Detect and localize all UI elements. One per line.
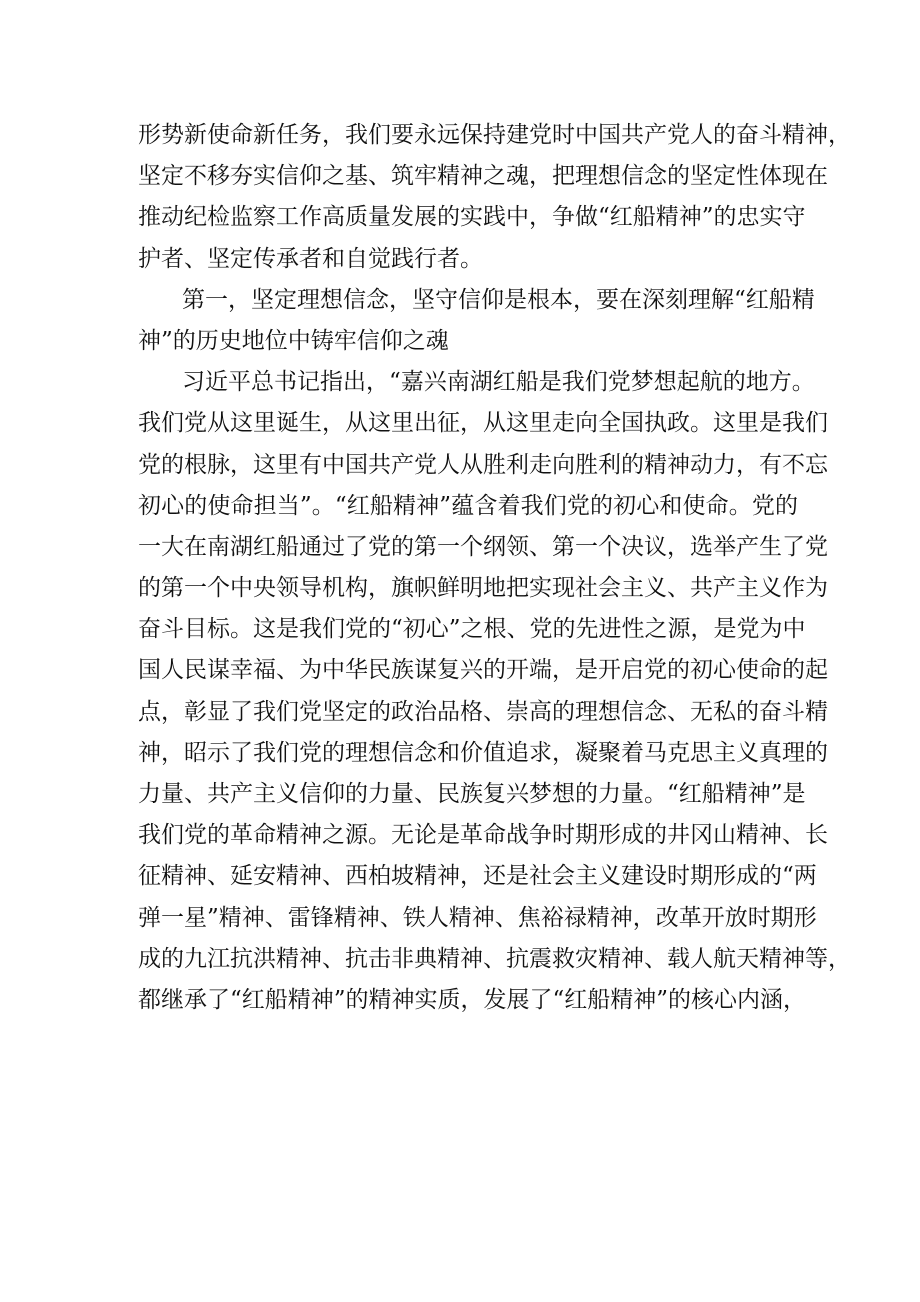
text-line: 推动纪检监察工作高质量发展的实践中，争做“红船精神”的忠实守 — [138, 204, 806, 231]
text-line: 护者、坚定传承者和自觉践行者。 — [138, 245, 483, 272]
paragraph-1 — [138, 115, 851, 280]
text-line: 党的根脉，这里有中国共产党人从胜利走向胜利的精神动力，有不忘 — [138, 451, 828, 478]
text-line: 点，彰显了我们党坚定的政治品格、崇高的理想信念、无私的奋斗精 — [138, 698, 828, 725]
text-line: 坚定不移夯实信仰之基、筑牢精神之魂，把理想信念的坚定性体现在 — [138, 163, 828, 190]
document-body — [138, 115, 851, 1021]
text-line: 初心的使命担当”。“红船精神”蕴含着我们党的初心和使命。党的 — [138, 492, 798, 519]
text-line: 形势新使命新任务，我们要永远保持建党时中国共产党人的奋斗精神， — [138, 122, 851, 148]
text-line: 奋斗目标。这是我们党的“初心”之根、党的先进性之源，是党为中 — [138, 616, 806, 643]
text-line: 神”的历史地位中铸牢信仰之魂 — [138, 327, 449, 354]
paragraph-2 — [138, 280, 815, 362]
paragraph-3 — [138, 362, 851, 1021]
text-line: 习近平总书记指出，“嘉兴南湖红船是我们党梦想起航的地方。 — [182, 369, 815, 396]
text-line: 成的九江抗洪精神、抗击非典精神、抗震救灾精神、载人航天精神等， — [138, 945, 851, 972]
text-line: 第一，坚定理想信念，坚守信仰是根本，要在深刻理解“红船精 — [182, 286, 815, 313]
text-line: 国人民谋幸福、为中华民族谋复兴的开端，是开启党的初心使命的起 — [138, 657, 828, 684]
text-line: 神，昭示了我们党的理想信念和价值追求，凝聚着马克思主义真理的 — [138, 739, 828, 766]
text-line: 征精神、延安精神、西柏坡精神，还是社会主义建设时期形成的“两 — [138, 863, 817, 890]
text-line: 力量、共产主义信仰的力量、民族复兴梦想的力量。“红船精神”是 — [138, 781, 806, 807]
text-line: 弹一星”精神、雷锋精神、铁人精神、焦裕禄精神，改革开放时期形 — [138, 904, 817, 931]
text-line: 一大在南湖红船通过了党的第一个纲领、第一个决议，选举产生了党 — [138, 533, 828, 560]
text-line: 我们党从这里诞生，从这里出征，从这里走向全国执政。这里是我们 — [138, 410, 828, 437]
text-line: 我们党的革命精神之源。无论是革命战争时期形成的井冈山精神、长 — [138, 822, 828, 849]
text-line: 的第一个中央领导机构，旗帜鲜明地把实现社会主义、共产主义作为 — [138, 575, 828, 602]
text-line: 都继承了“红船精神”的精神实质，发展了“红船精神”的核心内涵， — [138, 986, 807, 1013]
